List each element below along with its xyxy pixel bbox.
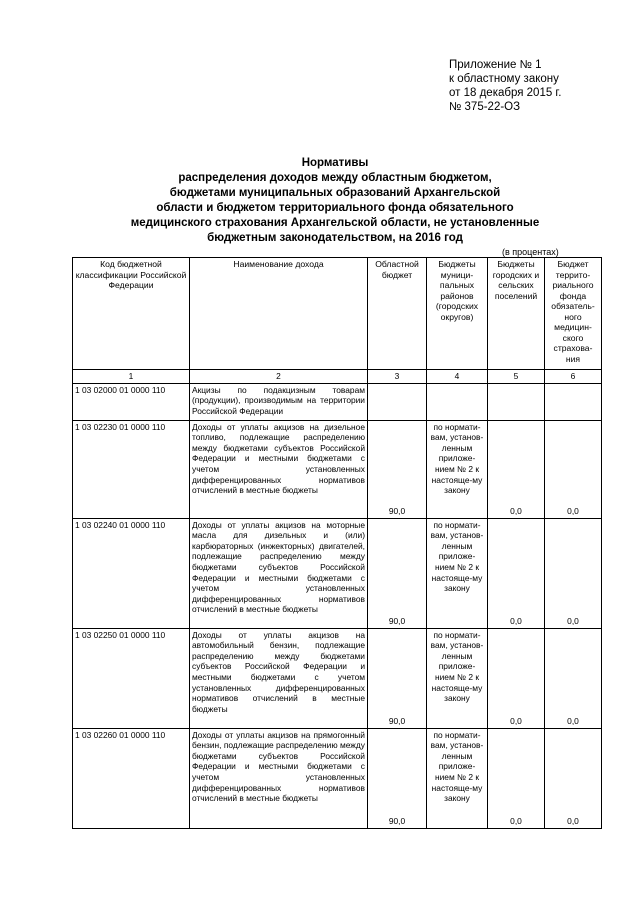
table-row	[73, 628, 602, 728]
header-fund: Бюджет террито-риального фонда обязатель-ного медицин-ского страхова-ния	[545, 258, 602, 370]
row-regional	[368, 383, 427, 420]
row-name: Доходы от уплаты акцизов на дизельное топливо, подлежащие распределению между бюджетами субъектов Российской Федерации и местными бюджетами с учетом установленных дифференцированных нормативов отчислений в местные бюджеты	[190, 420, 368, 518]
row-fund	[545, 383, 602, 420]
row-name: Акцизы по подакцизным товарам (продукции), производимым на территории Российской Федерации	[190, 383, 368, 420]
title-line: Нормативы	[301, 157, 369, 169]
row-settlements: 0,0	[488, 420, 545, 518]
column-number: 4	[427, 370, 488, 384]
annex-line: к областному закону	[449, 73, 559, 85]
unit-note: (в процентах)	[502, 247, 559, 257]
row-code: 1 03 02250 01 0000 110	[73, 628, 190, 728]
annex-line: от 18 декабря 2015 г.	[449, 87, 562, 99]
title-line: распределения доходов между областным бюджетом,	[178, 172, 492, 184]
column-number: 1	[73, 370, 190, 384]
row-fund: 0,0	[545, 518, 602, 628]
row-regional: 90,0	[368, 420, 427, 518]
row-municipal: по нормати-вам, установ-ленным приложе-нием № 2 к настояще-му закону	[427, 628, 488, 728]
row-fund: 0,0	[545, 628, 602, 728]
row-name: Доходы от уплаты акцизов на автомобильный бензин, подлежащие распределению между бюджетами субъектов Российской Федерации и местными бюджетами с учетом установленных дифференцированных нормативов отчислений в местные бюджеты	[190, 628, 368, 728]
row-settlements: 0,0	[488, 728, 545, 828]
table-row	[73, 518, 602, 628]
header-code: Код бюджетной классификации Российской Федерации	[73, 258, 190, 370]
header-settlements: Бюджеты городских и сельских поселений	[488, 258, 545, 370]
annex-line: Приложение № 1	[449, 59, 542, 71]
column-number: 6	[545, 370, 602, 384]
norms-table	[72, 257, 602, 829]
row-code: 1 03 02260 01 0000 110	[73, 728, 190, 828]
annex-line: № 375-22-ОЗ	[449, 101, 521, 113]
row-settlements: 0,0	[488, 518, 545, 628]
row-fund: 0,0	[545, 420, 602, 518]
column-number: 2	[190, 370, 368, 384]
row-code: 1 03 02240 01 0000 110	[73, 518, 190, 628]
column-number: 3	[368, 370, 427, 384]
row-code: 1 03 02000 01 0000 110	[73, 383, 190, 420]
row-municipal: по нормати-вам, установ-ленным приложе-нием № 2 к настояще-му закону	[427, 728, 488, 828]
header-row	[73, 258, 602, 370]
row-name: Доходы от уплаты акцизов на моторные масла для дизельных и (или) карбюраторных (инжекторных) двигателей, подлежащие распределению между бюджетами субъектов Российской Федерации и местными бюджетами с учетом установленных дифференцированных нормативов отчислений в местные бюджеты	[190, 518, 368, 628]
row-municipal	[427, 383, 488, 420]
header-name: Наименование дохода	[190, 258, 368, 370]
row-code: 1 03 02230 01 0000 110	[73, 420, 190, 518]
row-regional: 90,0	[368, 728, 427, 828]
column-number-row	[73, 370, 602, 384]
row-fund: 0,0	[545, 728, 602, 828]
column-number: 5	[488, 370, 545, 384]
row-settlements	[488, 383, 545, 420]
table-row	[73, 383, 602, 420]
row-regional: 90,0	[368, 628, 427, 728]
header-regional: Областной бюджет	[368, 258, 427, 370]
document-title	[70, 156, 600, 246]
header-municipal: Бюджеты муници-пальных районов (городских округов)	[427, 258, 488, 370]
row-municipal: по нормати-вам, установ-ленным приложе-нием № 2 к настояще-му закону	[427, 518, 488, 628]
title-line: бюджетами муниципальных образований Архангельской	[169, 187, 501, 199]
annex-reference	[449, 58, 561, 114]
table-row	[73, 420, 602, 518]
row-settlements: 0,0	[488, 628, 545, 728]
row-municipal: по нормати-вам, установ-ленным приложе-нием № 2 к настояще-му закону	[427, 420, 488, 518]
title-line: области и бюджетом территориального фонда обязательного	[156, 202, 514, 214]
title-line: медицинского страхования Архангельской области, не установленные	[130, 217, 540, 229]
table-row	[73, 728, 602, 828]
row-regional: 90,0	[368, 518, 427, 628]
title-line: бюджетным законодательством, на 2016 год	[207, 232, 463, 244]
row-name: Доходы от уплаты акцизов на прямогонный бензин, подлежащие распределению между бюджетами субъектов Российской Федерации и местными бюджетами с учетом установленных дифференцированных нормативов отчислений в местные бюджеты	[190, 728, 368, 828]
